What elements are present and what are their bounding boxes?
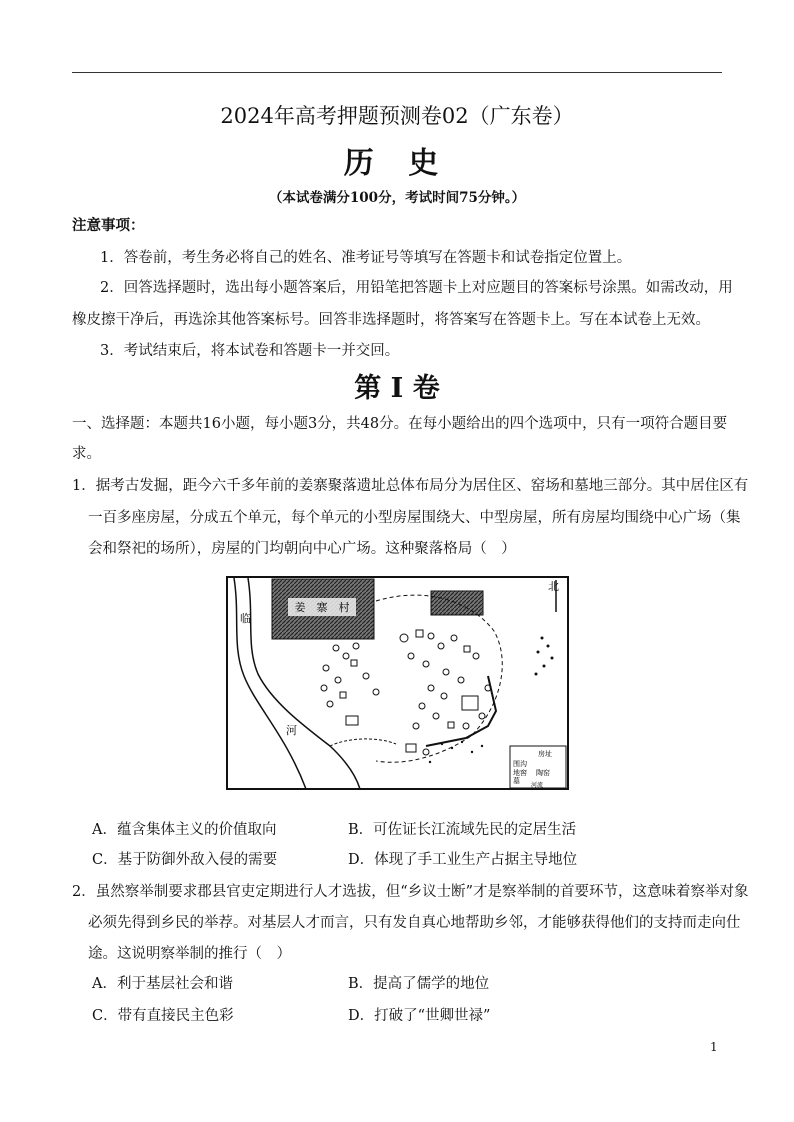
notice-item-3: 3．考试结束后，将本试卷和答题卡一并交回。 — [100, 343, 400, 359]
north-label: 北 — [548, 580, 559, 593]
village-label: 姜 寨 村 — [294, 601, 350, 614]
q1-option-c: C．基于防御外敌入侵的需要 — [92, 852, 278, 868]
notice-item-1: 1．答卷前，考生务必将自己的姓名、准考证号等填写在答题卡和试卷指定位置上。 — [100, 250, 632, 266]
q2-stem-line-1: 2．虽然察举制要求郡县官吏定期进行人才选拔，但“乡议士断”才是察举制的首要环节，这意味着察举对象 — [72, 884, 749, 900]
jiangzhai-site-map — [226, 576, 569, 790]
q1-stem-line-2: 一百多座房屋，分成五个单元，每个单元的小型房屋围绕大、中型房屋，所有房屋均围绕中心广场（集 — [88, 510, 741, 526]
q2-option-d: D．打破了“世卿世禄” — [348, 1008, 491, 1024]
legend-house: 房址 — [538, 750, 552, 758]
notice-item-2-line-2: 橡皮擦干净后，再选涂其他答案标号。回答非选择题时，将答案写在答题卡上。写在本试卷上无效。 — [72, 312, 710, 328]
legend-pottery: 陶窑 — [536, 769, 550, 777]
section-title: 第 I 卷 — [354, 373, 440, 404]
notice-item-2-line-1: 2．回答选择题时，选出每小题答案后，用铅笔把答题卡上对应题目的答案标号涂黑。如需改动，用 — [100, 280, 733, 296]
q1-option-d: D．体现了手工业生产占据主导地位 — [348, 852, 578, 868]
page-number: 1 — [710, 1040, 718, 1054]
legend-kiln: 地窖 — [513, 769, 527, 777]
legend-tomb: 墓 — [513, 777, 520, 785]
section-instruction-line-1: 一、选择题：本题共16小题，每小题3分，共48分。在每小题给出的四个选项中，只有一项符合题目要 — [72, 416, 728, 432]
q1-stem-line-1: 1．据考古发掘，距今六千多年前的姜寨聚落遗址总体布局分为居住区、窑场和墓地三部分。其中居住区有 — [72, 478, 749, 494]
q2-stem-line-2: 必须先得到乡民的举荐。对基层人才而言，只有发自真心地帮助乡邻，才能够获得他们的支持而走向仕 — [88, 915, 741, 931]
legend-ditch: 围沟 — [513, 760, 527, 768]
section-instruction-line-2: 求。 — [72, 446, 101, 462]
subject-title: 历 史 — [343, 146, 451, 181]
q1-stem-line-3: 会和祭祀的场所），房屋的门均朝向中心广场。这种聚落格局（ ） — [88, 541, 516, 557]
legend-river: 河流 — [531, 782, 544, 789]
q1-option-a: A．蕴含集体主义的价值取向 — [92, 822, 277, 838]
q1-option-b: B．可佐证长江流域先民的定居生活 — [348, 822, 577, 838]
notice-heading: 注意事项： — [72, 217, 145, 234]
top-rule — [72, 72, 722, 73]
q2-stem-line-3: 途。这说明察举制的推行（ ） — [88, 946, 291, 962]
exam-meta: （本试卷满分100分，考试时间75分钟。） — [268, 190, 526, 206]
q2-option-c: C．带有直接民主色彩 — [92, 1008, 234, 1024]
exam-title: 2024年高考押题预测卷02（广东卷） — [220, 104, 574, 128]
q2-option-a: A．利于基层社会和谐 — [92, 976, 233, 992]
river-label-he: 河 — [286, 724, 297, 737]
river-label-lin: 临 — [240, 612, 251, 625]
q2-option-b: B．提高了儒学的地位 — [348, 976, 490, 992]
small-village-block — [431, 591, 483, 615]
